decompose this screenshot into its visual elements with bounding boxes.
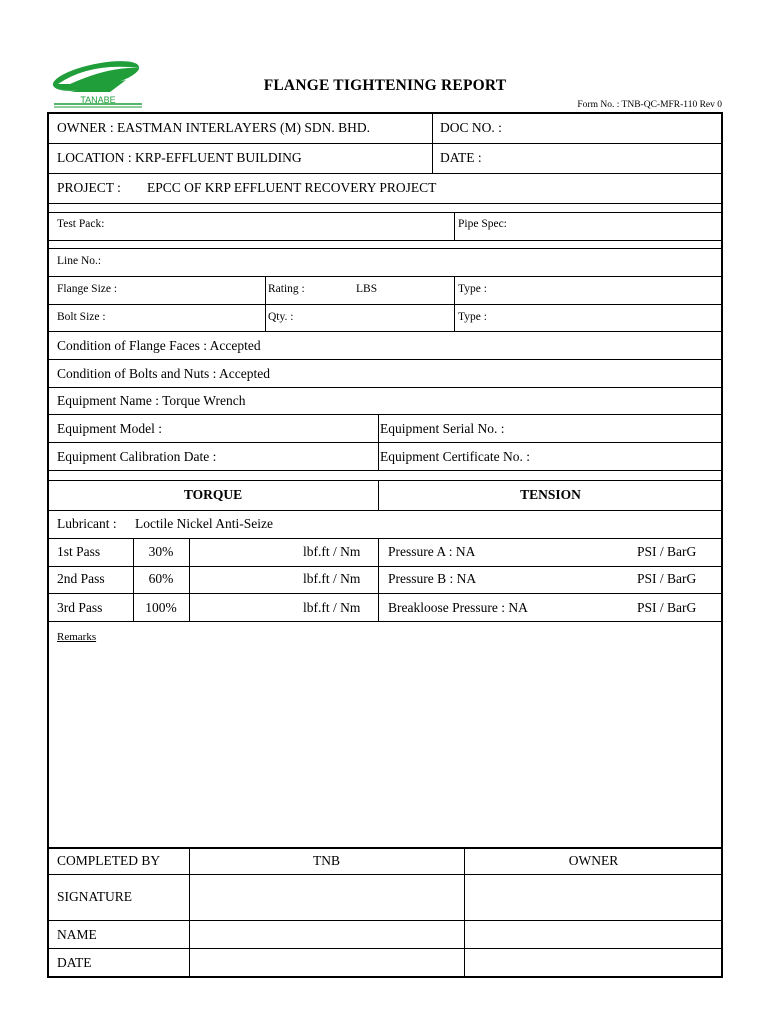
bolt-type-field: Type : (458, 311, 487, 323)
doc-no-field: DOC NO. : (440, 120, 502, 135)
date-field: DATE : (440, 150, 482, 165)
lbs-unit: LBS (356, 283, 378, 295)
test-pack-field: Test Pack: (57, 218, 105, 230)
tension-header: TENSION (520, 487, 581, 502)
lubricant-value: Loctile Nickel Anti-Seize (135, 516, 273, 531)
project-field: EPCC OF KRP EFFLUENT RECOVERY PROJECT (147, 180, 437, 195)
pressure-field: Breakloose Pressure : NA (388, 600, 528, 615)
remarks-label: Remarks (57, 631, 97, 643)
flange-size-field: Flange Size : (57, 283, 118, 295)
flange-type-field: Type : (458, 283, 487, 295)
name-label: NAME (57, 927, 97, 942)
project-label: PROJECT : (57, 180, 121, 195)
torque-unit: lbf.ft / Nm (303, 571, 361, 586)
rating-field: Rating : (268, 283, 305, 295)
torque-unit: lbf.ft / Nm (303, 544, 361, 559)
completed-by-label: COMPLETED BY (57, 853, 161, 868)
bolts-nuts-condition: Condition of Bolts and Nuts : Accepted (57, 366, 270, 381)
tnb-column-header: TNB (313, 853, 340, 868)
owner-column-header: OWNER (568, 853, 619, 868)
form-number: Form No. : TNB-QC-MFR-110 Rev 0 (577, 100, 722, 110)
equipment-model-field: Equipment Model : (57, 421, 162, 436)
calibration-date-field: Equipment Calibration Date : (57, 449, 217, 464)
pressure-field: Pressure B : NA (388, 571, 477, 586)
qty-field: Qty. : (268, 311, 294, 323)
owner-field: OWNER : EASTMAN INTERLAYERS (M) SDN. BHD. (57, 120, 371, 135)
certificate-no-field: Equipment Certificate No. : (380, 449, 530, 464)
torque-header: TORQUE (183, 487, 243, 502)
tanabe-logo (50, 54, 146, 110)
lubricant-label: Lubricant : (57, 516, 117, 531)
svg-text:TANABE: TANABE (80, 95, 116, 105)
bolt-size-field: Bolt Size : (57, 311, 106, 323)
report-title: FLANGE TIGHTENING REPORT (263, 77, 507, 94)
pass-percent: 100% (145, 600, 177, 615)
equipment-name-field: Equipment Name : Torque Wrench (57, 393, 246, 408)
pass-label: 1st Pass (57, 544, 101, 559)
date-label: DATE (57, 955, 92, 970)
pressure-unit: PSI / BarG (637, 600, 697, 615)
pressure-unit: PSI / BarG (637, 571, 697, 586)
location-field: LOCATION : KRP-EFFLUENT BUILDING (57, 150, 302, 165)
pass-percent: 30% (148, 544, 174, 559)
pass-label: 2nd Pass (57, 571, 105, 586)
torque-unit: lbf.ft / Nm (303, 600, 361, 615)
line-no-field: Line No.: (57, 255, 102, 267)
flange-faces-condition: Condition of Flange Faces : Accepted (57, 338, 261, 353)
pressure-unit: PSI / BarG (637, 544, 697, 559)
pass-label: 3rd Pass (57, 600, 103, 615)
pressure-field: Pressure A : NA (388, 544, 476, 559)
pipe-spec-field: Pipe Spec: (458, 218, 507, 230)
equipment-serial-field: Equipment Serial No. : (380, 421, 505, 436)
pass-percent: 60% (148, 571, 174, 586)
signature-label: SIGNATURE (57, 889, 133, 904)
